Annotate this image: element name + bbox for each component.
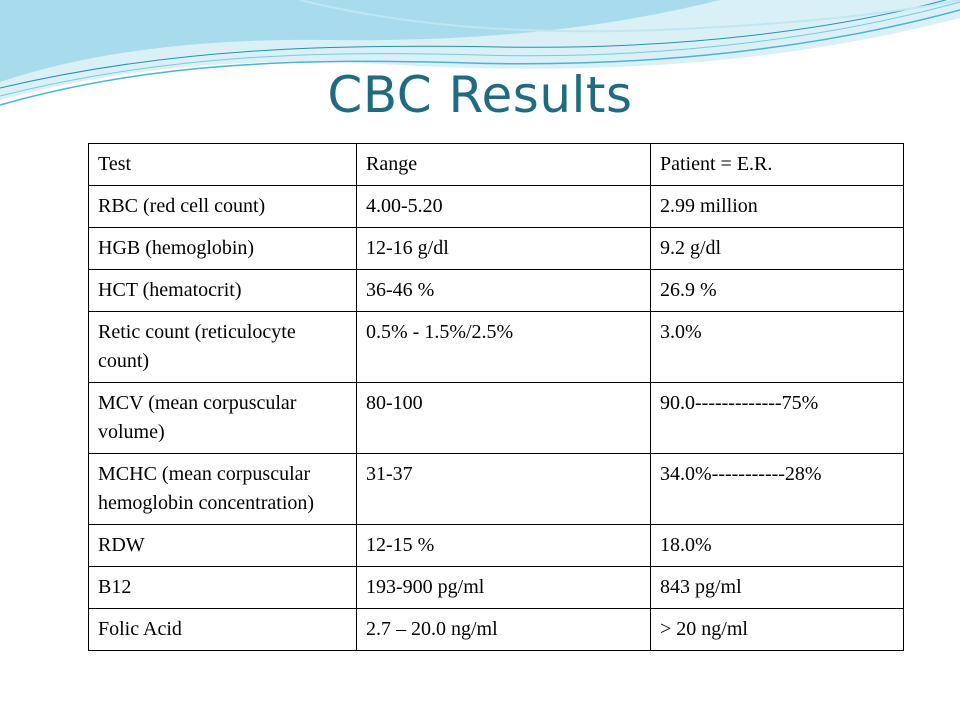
header-test: Test [89, 144, 357, 186]
cell-patient: 843 pg/ml [651, 567, 904, 609]
cell-patient: 3.0% [651, 312, 904, 383]
cell-range: 31-37 [357, 454, 651, 525]
cell-range: 0.5% - 1.5%/2.5% [357, 312, 651, 383]
cell-test: RBC (red cell count) [89, 186, 357, 228]
cell-range: 12-15 % [357, 525, 651, 567]
table-row [89, 525, 904, 567]
cell-test: MCHC (mean corpuscular hemoglobin concentration) [89, 454, 357, 525]
header-patient: Patient = E.R. [651, 144, 904, 186]
table-row [89, 383, 904, 454]
cell-test: HGB (hemoglobin) [89, 228, 357, 270]
cell-test: HCT (hematocrit) [89, 270, 357, 312]
cell-range: 12-16 g/dl [357, 228, 651, 270]
cell-test: B12 [89, 567, 357, 609]
table-row [89, 567, 904, 609]
cell-test: Folic Acid [89, 609, 357, 651]
cell-test: Retic count (reticulocyte count) [89, 312, 357, 383]
cell-patient: 26.9 % [651, 270, 904, 312]
cell-range: 2.7 – 20.0 ng/ml [357, 609, 651, 651]
table-row [89, 228, 904, 270]
cell-patient: 90.0-------------75% [651, 383, 904, 454]
slide-title: CBC Results [327, 66, 633, 124]
table-row [89, 270, 904, 312]
cell-patient: 18.0% [651, 525, 904, 567]
cell-test: RDW [89, 525, 357, 567]
cell-patient: > 20 ng/ml [651, 609, 904, 651]
table-row [89, 186, 904, 228]
cell-patient: 34.0%-----------28% [651, 454, 904, 525]
cell-test: MCV (mean corpuscular volume) [89, 383, 357, 454]
table-row [89, 454, 904, 525]
cbc-results-table [88, 143, 904, 651]
cell-range: 36-46 % [357, 270, 651, 312]
cell-range: 193-900 pg/ml [357, 567, 651, 609]
cell-patient: 9.2 g/dl [651, 228, 904, 270]
cell-range: 4.00-5.20 [357, 186, 651, 228]
table-row [89, 609, 904, 651]
header-range: Range [357, 144, 651, 186]
cell-patient: 2.99 million [651, 186, 904, 228]
table-row [89, 312, 904, 383]
cell-range: 80-100 [357, 383, 651, 454]
table-header-row [89, 144, 904, 186]
